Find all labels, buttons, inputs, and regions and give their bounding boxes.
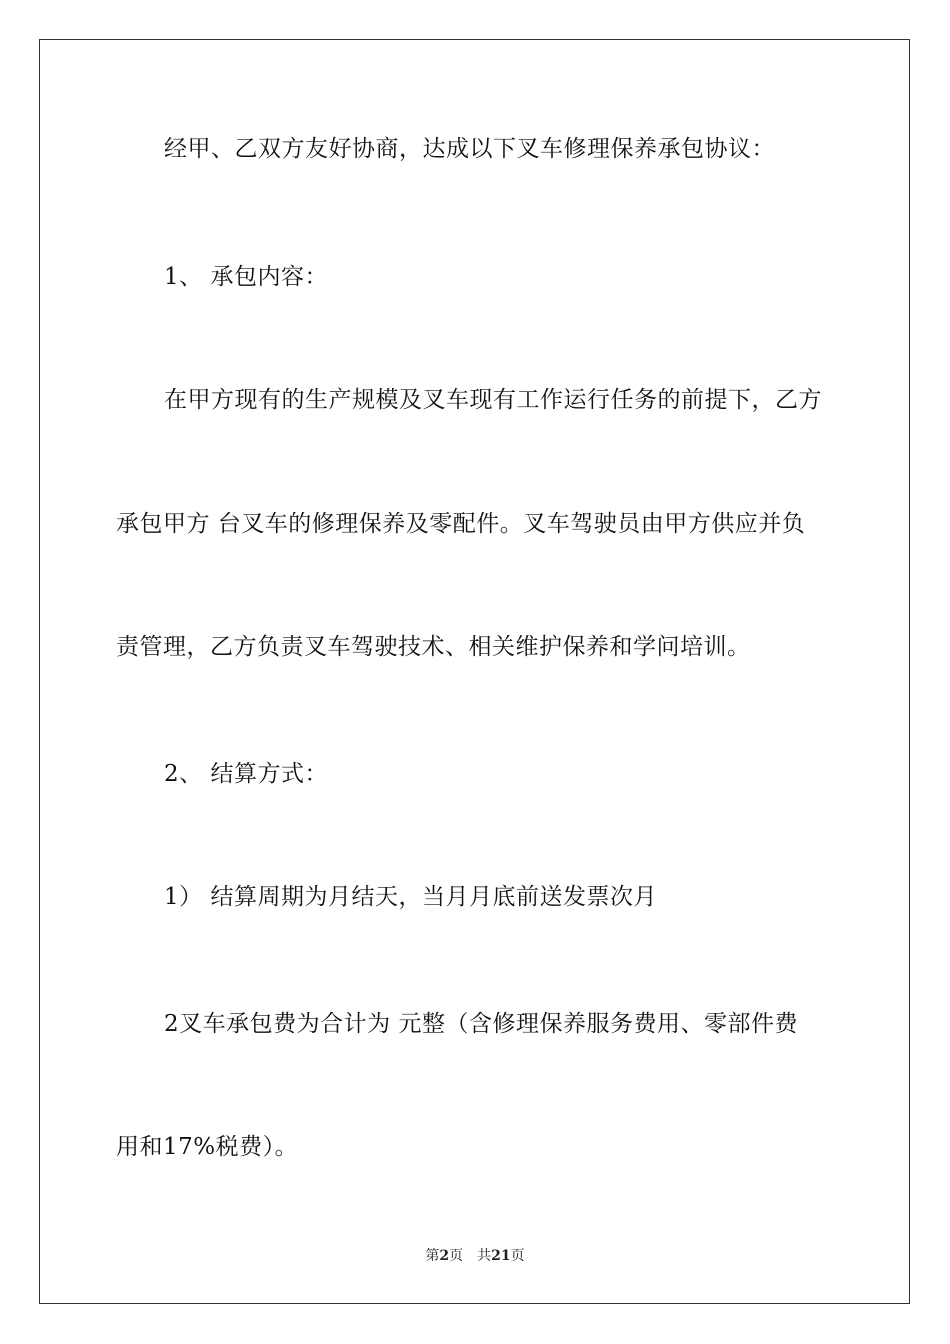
- page-border: [39, 39, 910, 1304]
- section-heading-2: 2、 结算方式：: [164, 761, 328, 787]
- paragraph-line: 责管理，乙方负责叉车驾驶技术、相关维护保养和学问培训。: [116, 634, 751, 660]
- list-item: 1） 结算周期为月结天，当月月底前送发票次月: [164, 884, 657, 910]
- footer-page-total: 21: [491, 1248, 511, 1264]
- footer-page-current: 2: [439, 1248, 450, 1264]
- paragraph-line: 2叉车承包费为合计为 元整（含修理保养服务费用、零部件费: [164, 1011, 798, 1037]
- paragraph-intro: 经甲、乙双方友好协商，达成以下叉车修理保养承包协议：: [164, 136, 775, 162]
- footer-total-prefix: 共: [477, 1248, 492, 1264]
- paragraph-line: 承包甲方 台叉车的修理保养及零配件。叉车驾驶员由甲方供应并负: [116, 511, 806, 537]
- paragraph-line: 在甲方现有的生产规模及叉车现有工作运行任务的前提下，乙方: [164, 387, 822, 413]
- footer-page-unit: 页: [449, 1248, 464, 1264]
- section-heading-1: 1、 承包内容：: [164, 264, 328, 290]
- footer-page-prefix: 第: [425, 1248, 440, 1264]
- page-footer: [0, 1247, 950, 1265]
- footer-total-unit: 页: [510, 1248, 525, 1264]
- paragraph-line: 用和17%税费）。: [116, 1134, 299, 1160]
